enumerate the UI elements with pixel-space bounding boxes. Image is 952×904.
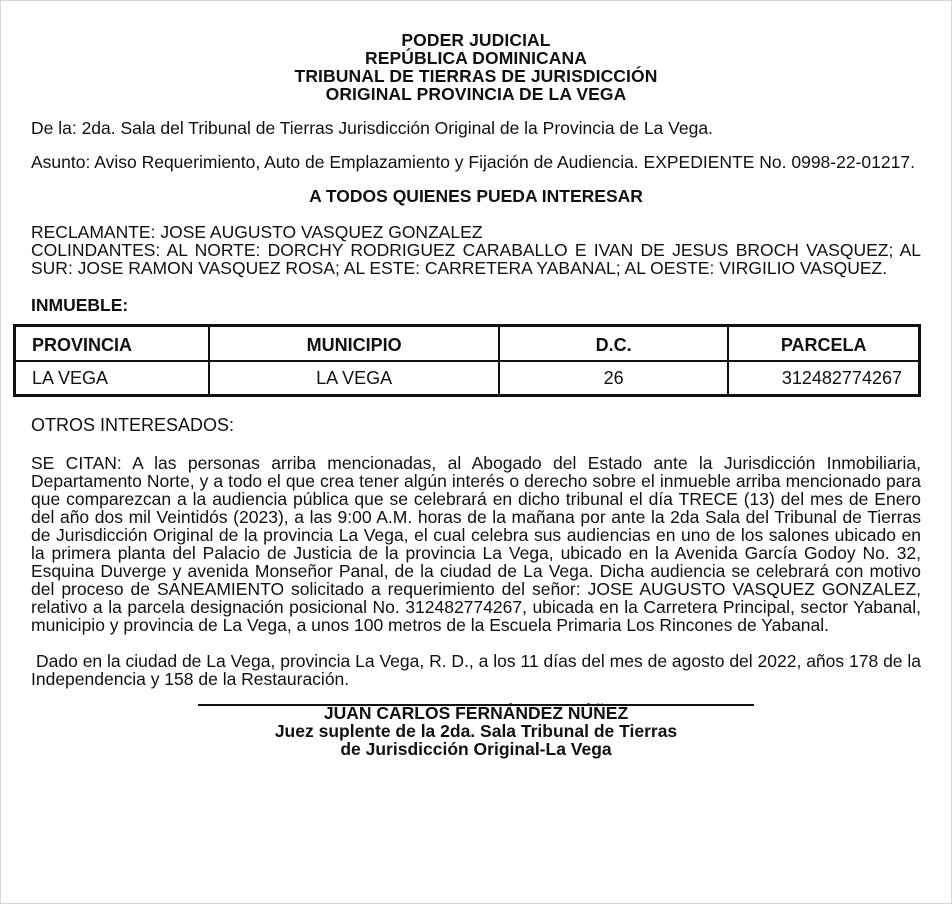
signer-title-1: Juez suplente de la 2da. Sala Tribunal de Tierras xyxy=(274,721,678,741)
header-line-4: ORIGINAL PROVINCIA DE LA VEGA xyxy=(325,84,627,104)
signature-block xyxy=(31,704,921,758)
column-header-parcela: PARCELA xyxy=(728,326,919,362)
header-line-3: TRIBUNAL DE TIERRAS DE JURISDICCIÓN xyxy=(294,66,658,86)
notice-header xyxy=(31,31,921,103)
column-header-municipio: MUNICIPIO xyxy=(209,326,498,362)
column-header-dc: D.C. xyxy=(499,326,728,362)
claimant-line: RECLAMANTE: JOSE AUGUSTO VASQUEZ GONZALEZ xyxy=(31,222,483,242)
cell-dc: 26 xyxy=(499,361,728,396)
cell-parcela: 312482774267 xyxy=(728,361,919,396)
other-parties-line: OTROS INTERESADOS: xyxy=(31,415,235,435)
neighbors-paragraph: COLINDANTES: AL NORTE: DORCHY RODRIGUEZ CARABALLO E IVAN DE JESUS BROCH VASQUEZ; AL SUR: JOSE RAMON VASQUEZ ROSA; AL ESTE: CARRETERA YABANAL; AL OESTE: VIRGILIO VASQUEZ. xyxy=(31,240,921,278)
table-header-row xyxy=(15,326,920,362)
signature-line xyxy=(198,704,754,706)
cell-municipio: LA VEGA xyxy=(209,361,498,396)
table-row xyxy=(15,361,920,396)
signer-title-2: de Jurisdicción Original-La Vega xyxy=(340,739,612,759)
subject-line: Asunto: Aviso Requerimiento, Auto de Emplazamiento y Fijación de Audiencia. EXPEDIENTE No. 0998-22-01217. xyxy=(31,152,915,172)
immovable-heading: INMUEBLE: xyxy=(31,295,129,315)
given-paragraph: Dado en la ciudad de La Vega, provincia La Vega, R. D., a los 11 días del mes de agosto del 2022, años 178 de la Independencia y 158 de la Restauración. xyxy=(31,651,922,689)
citation-paragraph: SE CITAN: A las personas arriba mencionadas, al Abogado del Estado ante la Jurisdicción Inmobiliaria, Departamento Norte, y a todo el que crea tener algún interés o derecho sobre el inmueble arriba mencionado para que comparezcan a la audiencia pública que se celebrará en dicho tribunal el día TRECE (13) del mes de Enero del año dos mil Veintidós (2023), a las 9:00 A.M. horas de la mañana por ante la 2da Sala del Tribunal de Tierras de Jurisdicción Original de la provincia La Vega, el cual celebra sus audiencias en uno de los salones ubicado en la primera planta del Palacio de Justicia de la provincia La Vega, ubicado en la Avenida García Godoy No. 32, Esquina Duverge y avenida Monseñor Panal, de la ciudad de La Vega. Dicha audiencia se celebrará con motivo del proceso de SANEAMIENTO solicitado a requerimiento del señor: JOSE AUGUSTO VASQUEZ GONZALEZ, relativo a la parcela designación posicional No. 312482774267, ubicada en la Carretera Principal, sector Yabanal, municipio y provincia de La Vega, a unos 100 metros de la Escuela Primaria Los Rincones de Yabanal. xyxy=(31,453,921,635)
property-table xyxy=(13,324,921,397)
cell-provincia: LA VEGA xyxy=(15,361,210,396)
column-header-provincia: PROVINCIA xyxy=(15,326,210,362)
signer-name: JUAN CARLOS FERNÁNDEZ NÚÑEZ xyxy=(323,703,629,723)
audience-heading: A TODOS QUIENES PUEDA INTERESAR xyxy=(309,186,643,206)
header-line-1: PODER JUDICIAL xyxy=(401,30,551,50)
from-line: De la: 2da. Sala del Tribunal de Tierras Jurisdicción Original de la Provincia de La Vega. xyxy=(31,118,713,138)
header-line-2: REPÚBLICA DOMINICANA xyxy=(364,48,588,68)
